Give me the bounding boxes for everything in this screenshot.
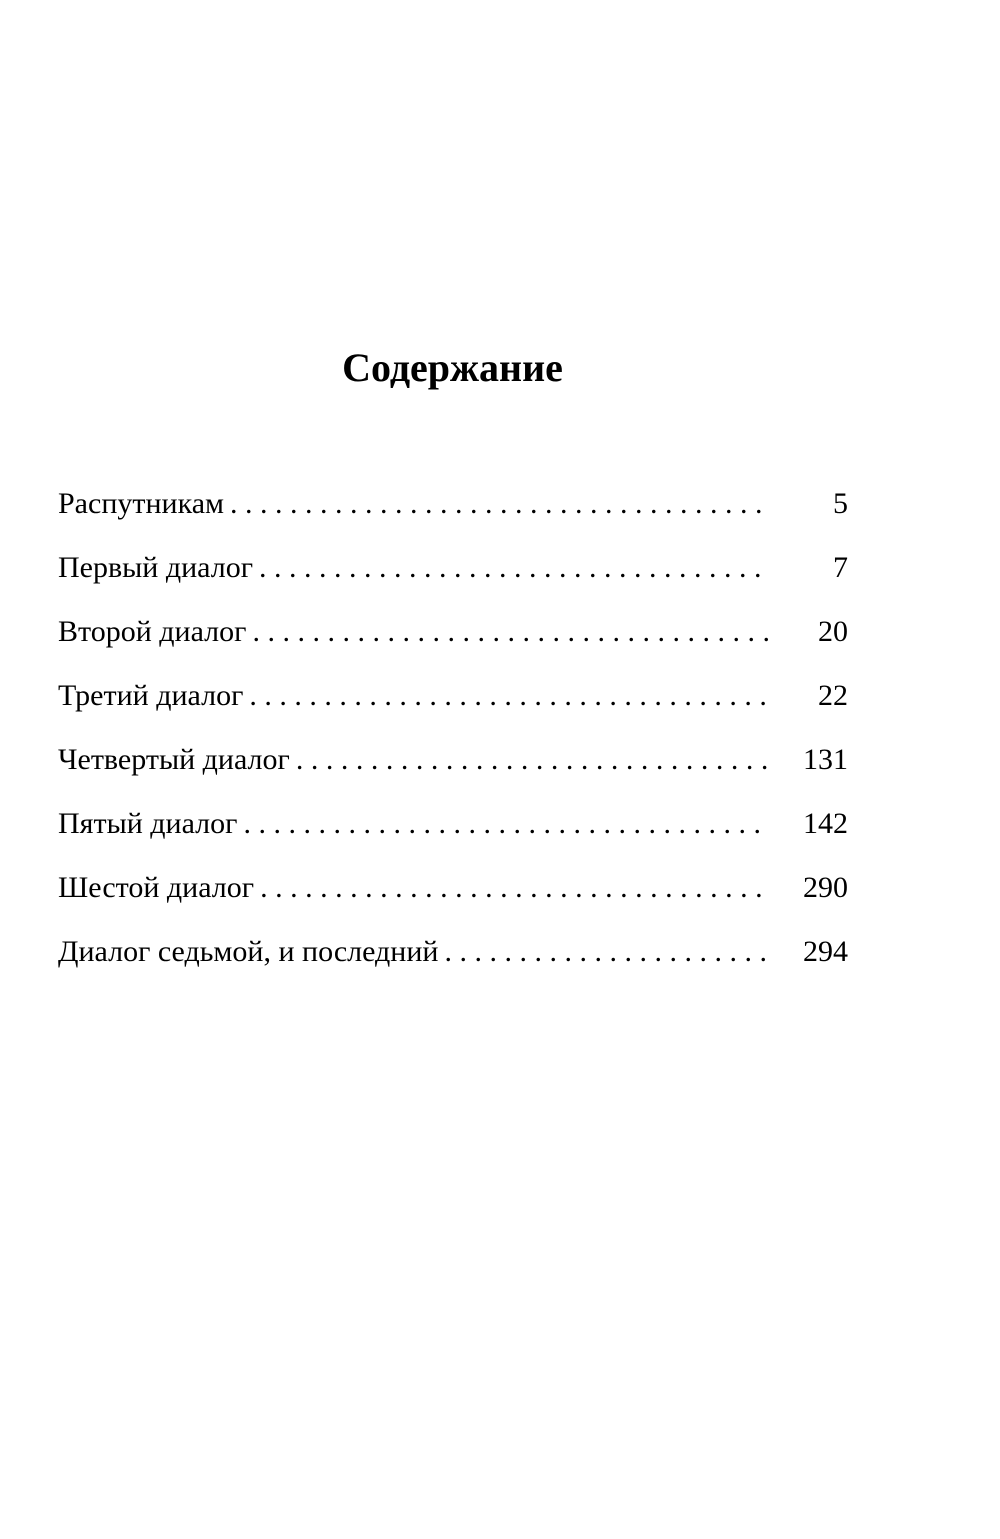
dot-leader bbox=[444, 920, 770, 984]
toc-entry bbox=[58, 856, 848, 920]
toc-entry bbox=[58, 664, 848, 728]
toc-entry-label: Второй диалог bbox=[58, 615, 247, 648]
toc-entry bbox=[58, 600, 848, 664]
toc-entry-label: Распутникам bbox=[58, 487, 225, 520]
table-of-contents bbox=[58, 472, 848, 984]
toc-entry-label: Первый диалог bbox=[58, 551, 254, 584]
dot-leader bbox=[230, 472, 770, 536]
toc-entry-label: Шестой диалог bbox=[58, 871, 255, 904]
dot-leader bbox=[243, 792, 770, 856]
toc-entry-label: Диалог седьмой, и последний bbox=[58, 935, 439, 968]
toc-page-number: 142 bbox=[803, 807, 848, 840]
page-title: Содержание bbox=[342, 345, 563, 390]
dot-leader bbox=[260, 856, 770, 920]
toc-entry bbox=[58, 472, 848, 536]
toc-entry-label: Четвертый диалог bbox=[58, 743, 290, 776]
toc-page-number: 7 bbox=[833, 551, 848, 584]
toc-entry-label: Пятый диалог bbox=[58, 807, 238, 840]
toc-entry-label: Третий диалог bbox=[58, 679, 244, 712]
dot-leader bbox=[259, 536, 770, 600]
toc-page-number: 131 bbox=[803, 743, 848, 776]
toc-entry bbox=[58, 536, 848, 600]
toc-page-number: 294 bbox=[803, 935, 848, 968]
toc-page-number: 22 bbox=[818, 679, 848, 712]
toc-entry bbox=[58, 920, 848, 984]
toc-page-number: 20 bbox=[818, 615, 848, 648]
dot-leader bbox=[252, 600, 770, 664]
toc-page-number: 5 bbox=[833, 487, 848, 520]
toc-page-number: 290 bbox=[803, 871, 848, 904]
toc-entry bbox=[58, 728, 848, 792]
dot-leader bbox=[296, 728, 770, 792]
toc-entry bbox=[58, 792, 848, 856]
dot-leader bbox=[249, 664, 770, 728]
